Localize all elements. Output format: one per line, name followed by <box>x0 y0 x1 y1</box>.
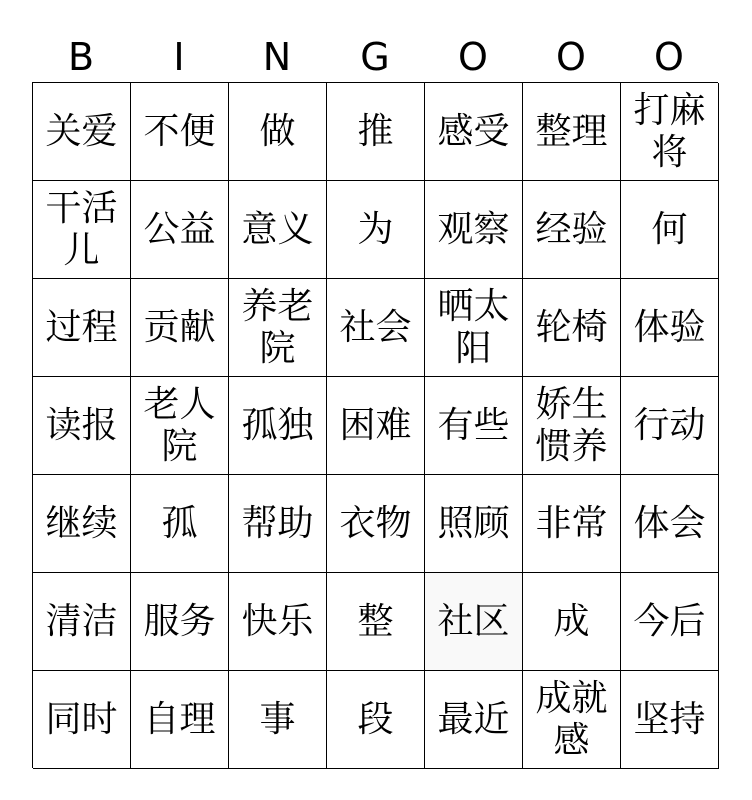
bingo-cell[interactable] <box>131 83 229 181</box>
bingo-cell[interactable] <box>33 573 131 671</box>
bingo-cell[interactable] <box>621 671 719 769</box>
bingo-cell-word: 继续 <box>45 502 118 544</box>
bingo-cell-word: 清洁 <box>45 600 118 642</box>
bingo-cell-word: 孤独 <box>241 404 314 446</box>
header-letter: I <box>173 35 185 79</box>
bingo-cell[interactable] <box>229 573 327 671</box>
bingo-cell-word: 体会 <box>633 502 706 544</box>
bingo-cell[interactable] <box>621 377 719 475</box>
bingo-cell-word: 过程 <box>45 306 118 348</box>
bingo-cell-word: 读报 <box>45 404 118 446</box>
bingo-cell-word: 行动 <box>633 404 706 446</box>
header-letter: G <box>360 35 390 79</box>
bingo-cell-word: 感受 <box>437 110 510 152</box>
bingo-cell-word: 帮助 <box>241 502 314 544</box>
bingo-cell-word: 孤 <box>161 502 198 544</box>
bingo-cell[interactable] <box>621 83 719 181</box>
bingo-cell-word: 推 <box>357 110 394 152</box>
bingo-cell-word: 服务 <box>143 600 216 642</box>
bingo-cell-word: 为 <box>357 208 394 250</box>
bingo-cell[interactable] <box>229 83 327 181</box>
header-letter: O <box>556 35 586 79</box>
bingo-cell[interactable] <box>33 83 131 181</box>
bingo-cell[interactable] <box>33 475 131 573</box>
bingo-cell[interactable] <box>131 377 229 475</box>
bingo-cell-word: 快乐 <box>241 600 314 642</box>
bingo-cell[interactable] <box>523 377 621 475</box>
bingo-cell[interactable] <box>425 377 523 475</box>
header-letter: B <box>67 35 95 79</box>
bingo-cell[interactable] <box>327 83 425 181</box>
bingo-cell[interactable] <box>621 181 719 279</box>
bingo-cell-word: 公益 <box>143 208 216 250</box>
bingo-cell[interactable] <box>621 475 719 573</box>
bingo-cell-word: 体验 <box>633 306 706 348</box>
bingo-cell-word: 困难 <box>339 404 412 446</box>
bingo-cell-word: 打麻将 <box>633 89 706 173</box>
bingo-cell[interactable] <box>131 475 229 573</box>
bingo-header <box>32 32 718 82</box>
bingo-cell-word: 成就感 <box>535 677 608 761</box>
bingo-cell[interactable] <box>327 279 425 377</box>
bingo-cell[interactable] <box>523 573 621 671</box>
bingo-cell-word: 做 <box>259 110 296 152</box>
bingo-cell[interactable] <box>33 181 131 279</box>
bingo-grid <box>32 82 718 768</box>
bingo-cell[interactable] <box>131 181 229 279</box>
bingo-cell[interactable] <box>327 377 425 475</box>
bingo-cell[interactable] <box>33 279 131 377</box>
bingo-cell[interactable] <box>327 181 425 279</box>
header-letter: N <box>262 35 292 79</box>
bingo-cell[interactable] <box>229 377 327 475</box>
bingo-cell[interactable] <box>621 573 719 671</box>
bingo-cell[interactable] <box>523 83 621 181</box>
bingo-cell[interactable] <box>327 671 425 769</box>
bingo-cell-word: 娇生惯养 <box>535 383 608 467</box>
header-letter: O <box>458 35 488 79</box>
bingo-cell[interactable] <box>33 377 131 475</box>
bingo-cell[interactable] <box>523 671 621 769</box>
bingo-cell-word: 老人院 <box>143 383 216 467</box>
bingo-cell[interactable] <box>327 475 425 573</box>
bingo-cell[interactable] <box>425 279 523 377</box>
header-letter: O <box>654 35 684 79</box>
bingo-cell[interactable] <box>425 671 523 769</box>
bingo-cell-word: 养老院 <box>241 285 314 369</box>
bingo-cell-word: 贡献 <box>143 306 216 348</box>
bingo-cell-word: 整 <box>357 600 394 642</box>
bingo-cell-word: 自理 <box>143 698 216 740</box>
bingo-cell-word: 社会 <box>339 306 412 348</box>
bingo-cell[interactable] <box>131 671 229 769</box>
bingo-cell[interactable] <box>33 671 131 769</box>
bingo-cell-word: 不便 <box>143 110 216 152</box>
bingo-cell[interactable] <box>523 475 621 573</box>
bingo-cell-word: 段 <box>357 698 394 740</box>
bingo-cell-word: 照顾 <box>437 502 510 544</box>
bingo-cell[interactable] <box>425 181 523 279</box>
bingo-cell-word: 衣物 <box>339 502 412 544</box>
bingo-cell-word: 非常 <box>535 502 608 544</box>
bingo-cell[interactable] <box>327 573 425 671</box>
bingo-cell-word: 经验 <box>535 208 608 250</box>
bingo-cell-word: 意义 <box>241 208 314 250</box>
bingo-cell-word: 晒太阳 <box>437 285 510 369</box>
bingo-cell[interactable] <box>229 671 327 769</box>
bingo-cell-word: 社区 <box>437 600 510 642</box>
bingo-cell[interactable] <box>523 181 621 279</box>
bingo-cell[interactable] <box>229 181 327 279</box>
bingo-cell-word: 轮椅 <box>535 306 608 348</box>
bingo-cell-word: 干活儿 <box>45 187 118 271</box>
bingo-cell[interactable] <box>425 573 523 671</box>
bingo-cell[interactable] <box>425 475 523 573</box>
bingo-cell[interactable] <box>425 83 523 181</box>
bingo-cell-word: 今后 <box>633 600 706 642</box>
bingo-cell-word: 何 <box>651 208 688 250</box>
bingo-cell[interactable] <box>131 279 229 377</box>
bingo-cell-word: 观察 <box>437 208 510 250</box>
bingo-cell[interactable] <box>131 573 229 671</box>
bingo-cell-word: 成 <box>553 600 590 642</box>
bingo-cell[interactable] <box>523 279 621 377</box>
bingo-cell-word: 有些 <box>437 404 510 446</box>
bingo-cell[interactable] <box>229 279 327 377</box>
bingo-cell-word: 关爱 <box>45 110 118 152</box>
bingo-cell-word: 整理 <box>535 110 608 152</box>
bingo-cell-word: 最近 <box>437 698 510 740</box>
bingo-cell-word: 事 <box>259 698 296 740</box>
bingo-cell[interactable] <box>229 475 327 573</box>
bingo-cell-word: 坚持 <box>633 698 706 740</box>
bingo-cell-word: 同时 <box>45 698 118 740</box>
bingo-cell[interactable] <box>621 279 719 377</box>
